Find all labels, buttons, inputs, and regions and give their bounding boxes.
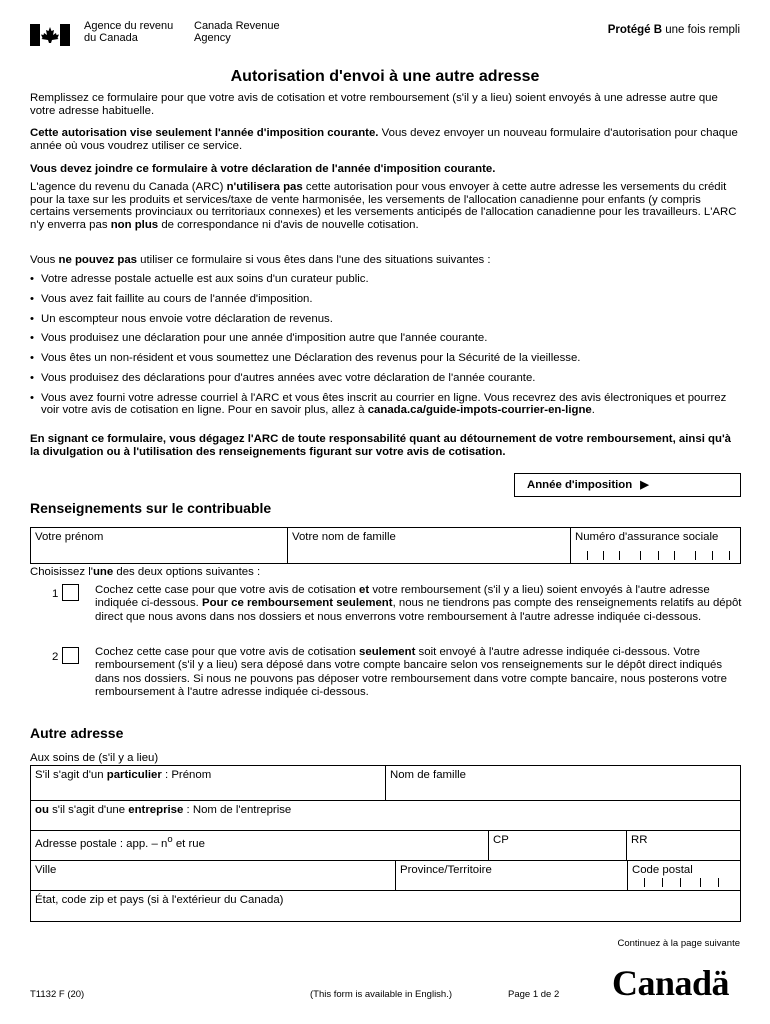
first-name-label: Votre prénom bbox=[35, 531, 104, 543]
postal-label: Code postal bbox=[632, 864, 693, 876]
family-name-field[interactable] bbox=[385, 766, 740, 800]
intro-paragraph-5 bbox=[30, 254, 742, 267]
sin-digit-ticks bbox=[571, 551, 741, 560]
list-item bbox=[30, 392, 742, 417]
option-1-t4: Pour ce remboursement seulement bbox=[202, 597, 393, 610]
individual-first-name-field[interactable] bbox=[31, 766, 385, 800]
option-1-t3: votre remboursement (s'il y a lieu) soient envoyés à l'autre adresse indiquée ci-dessous. bbox=[95, 584, 710, 610]
intro-p4-e: de correspondance ni d'avis de nouvelle cotisation. bbox=[158, 218, 419, 231]
taxpayer-info-row bbox=[30, 527, 741, 564]
po-box-field[interactable] bbox=[488, 831, 626, 860]
city-field[interactable] bbox=[31, 861, 395, 890]
intro-p4-d: non plus bbox=[110, 218, 159, 231]
restriction-list bbox=[30, 273, 742, 424]
option-1-t1: Cochez cette case pour que votre avis de cotisation bbox=[95, 584, 360, 596]
city-label: Ville bbox=[35, 864, 57, 876]
intro-paragraph-2 bbox=[30, 127, 742, 152]
rr-label: RR bbox=[631, 834, 648, 846]
agency-name-en bbox=[194, 20, 304, 44]
option-1-number: 1 bbox=[52, 588, 59, 600]
form-title: Autorisation d'envoi à une autre adresse bbox=[230, 68, 540, 85]
province-field[interactable] bbox=[395, 861, 627, 890]
tax-year-field[interactable] bbox=[514, 473, 741, 497]
street-b: et rue bbox=[172, 837, 205, 850]
agency-en-line2: Agency bbox=[194, 32, 231, 44]
canada-flag-icon bbox=[30, 24, 70, 46]
indiv-a: S'il s'agit d'un bbox=[35, 769, 107, 781]
last-name-label: Votre nom de famille bbox=[292, 531, 396, 543]
care-of-label: Aux soins de (s'il y a lieu) bbox=[30, 752, 159, 764]
list-item: • Votre adresse postale actuelle est aux soins d'un curateur public. bbox=[30, 273, 742, 286]
indiv-c: : Prénom bbox=[161, 769, 212, 781]
arrow-right-icon: ▶ bbox=[640, 479, 649, 491]
last-name-field[interactable] bbox=[287, 528, 570, 563]
street-address-field[interactable] bbox=[31, 831, 488, 860]
indiv-b: particulier bbox=[106, 769, 162, 781]
foreign-label: État, code zip et pays (si à l'extérieur du Canada) bbox=[35, 894, 284, 906]
rural-route-field[interactable] bbox=[626, 831, 740, 860]
sin-field[interactable] bbox=[570, 528, 740, 563]
protected-level: Protégé B bbox=[607, 24, 663, 36]
postal-code-field[interactable] bbox=[627, 861, 740, 890]
option-1-checkbox[interactable] bbox=[62, 584, 79, 601]
continue-note: Continuez à la page suivante bbox=[617, 938, 740, 949]
biz-a: ou bbox=[35, 804, 49, 816]
tax-year-label: Année d'imposition bbox=[527, 479, 633, 491]
protected-suffix: une fois rempli bbox=[662, 24, 740, 36]
option-2-checkbox[interactable] bbox=[62, 647, 79, 664]
choose-c: des deux options suivantes : bbox=[113, 566, 261, 578]
biz-c: entreprise bbox=[128, 804, 184, 816]
intro-paragraph-4 bbox=[30, 181, 742, 231]
english-note: (This form is available in English.) bbox=[310, 989, 453, 1000]
form-id: T1132 F (20) bbox=[30, 989, 85, 1000]
cp-label: CP bbox=[493, 834, 509, 846]
agency-fr-line2: du Canada bbox=[84, 32, 138, 44]
list-item: • Vous êtes un non-résident et vous soumettez une Déclaration des revenus pour la Sécurité de la vieillesse. bbox=[30, 352, 742, 365]
street-sup: o bbox=[167, 834, 173, 845]
foreign-address-field[interactable] bbox=[31, 891, 740, 921]
intro-paragraph-1: Remplissez ce formulaire pour que votre avis de cotisation et votre remboursement (s'il y a lieu) soient envoyés à une adresse autre que votre adresse habituelle. bbox=[30, 92, 718, 117]
intro-p5-c: utiliser ce formulaire si vous êtes dans l'une des situations suivantes : bbox=[137, 254, 491, 266]
intro-p2-rest: Vous devez envoyer un nouveau formulaire d'autorisation pour chaque année où vous voudrez utiliser ce service. bbox=[30, 127, 738, 152]
intro-p4-a: L'agence du revenu du Canada (ARC) bbox=[30, 181, 227, 193]
taxpayer-heading: Renseignements sur le contribuable bbox=[30, 500, 272, 516]
option-2-t1: Cochez cette case pour que votre avis de cotisation bbox=[95, 646, 360, 658]
business-name-field[interactable] bbox=[31, 801, 740, 830]
city-row bbox=[30, 860, 741, 891]
option-1-t5: , nous ne tiendrons pas compte des renseignements relatifs au dépôt direct que nous avons dans nos dossiers et nous enverrons votre remboursement à l'autre adresse indiquée ci-dessous. bbox=[95, 597, 742, 623]
option-2-number: 2 bbox=[52, 651, 59, 663]
option-1-text bbox=[95, 584, 743, 624]
choose-a: Choisissez l' bbox=[30, 566, 93, 578]
intro-p3-bold: Vous devez joindre ce formulaire à votre déclaration de l'année d'imposition courante. bbox=[30, 163, 496, 175]
agency-en-line1: Canada Revenue bbox=[194, 20, 280, 32]
first-name-field[interactable] bbox=[31, 528, 287, 563]
option-2-text bbox=[95, 646, 743, 700]
biz-d: : Nom de l'entreprise bbox=[183, 804, 292, 816]
intro-paragraph-3 bbox=[30, 163, 742, 176]
intro-p4-c: cette autorisation pour vous envoyer à cette autre adresse les versements du crédit pour la taxe sur les produits et services/taxe de vente harmonisée, les versements de l'allocation canadienne pour enfants (y compris certains versements provinciaux ou territoriaux connexes) et les versements anticipés de l'allocation canadienne pour les travailleurs. L'ARC n'y enverra pas bbox=[30, 181, 737, 231]
biz-b: s'il s'agit d'une bbox=[48, 804, 129, 816]
street-row bbox=[30, 830, 741, 861]
province-label: Province/Territoire bbox=[400, 864, 492, 876]
intro-p4-b: n'utilisera pas bbox=[226, 181, 303, 193]
option-1-t2: et bbox=[359, 584, 370, 596]
postal-digit-ticks bbox=[628, 878, 742, 887]
option-2-t3: soit envoyé à l'autre adresse indiquée ci-dessous. Votre remboursement (s'il y a lieu) sera déposé dans votre compte bancaire selon vos renseignements sur le dépôt direct indiqués dans nos dossiers. Si nous ne pouvons pas déposer votre remboursement dans votre compte bancaire, nous posterons votre remboursement à l'autre adresse indiquée ci-dessous. bbox=[95, 646, 727, 699]
choose-instruction bbox=[30, 566, 742, 579]
option-2-t2: seulement bbox=[359, 646, 416, 658]
list-item: • Vous produisez une déclaration pour une année d'imposition autre que l'année courante. bbox=[30, 332, 742, 345]
choose-b: une bbox=[92, 566, 114, 578]
disclaimer: En signant ce formulaire, vous dégagez l'ARC de toute responsabilité quant au détournement de votre remboursement, ainsi qu'à la divulgation ou à l'utilisation des renseignements figurant sur votre avis de cotisation. bbox=[30, 433, 732, 458]
list-item: • Un escompteur nous envoie votre déclaration de revenus. bbox=[30, 313, 742, 326]
page-number: Page 1 de 2 bbox=[508, 989, 560, 1000]
family-name-label: Nom de famille bbox=[390, 769, 466, 781]
street-a: Adresse postale : app. – n bbox=[35, 837, 168, 850]
list-item: • Vous produisez des déclarations pour d'autres années avec votre déclaration de l'année courante. bbox=[30, 372, 742, 385]
bullet-last-end: . bbox=[591, 404, 595, 417]
list-item: • Vous avez fait faillite au cours de l'année d'imposition. bbox=[30, 293, 742, 306]
sin-label: Numéro d'assurance sociale bbox=[575, 531, 719, 543]
business-name-row bbox=[30, 800, 741, 831]
individual-name-row bbox=[30, 765, 741, 801]
intro-p2-bold: Cette autorisation vise seulement l'année d'imposition courante. bbox=[30, 127, 379, 139]
canada-wordmark: Canadä bbox=[612, 963, 730, 1003]
bullet-last-text: Vous avez fourni votre adresse courriel à l'ARC et vous êtes inscrit au courrier en ligne. Vous recevrez des avis électroniques et pourrez voir votre avis de cotisation en ligne. Pour en savoir plus, allez à bbox=[41, 391, 727, 417]
online-mail-link[interactable]: canada.ca/guide-impots-courrier-en-ligne bbox=[367, 404, 592, 417]
foreign-address-row bbox=[30, 890, 741, 922]
agency-fr-line1: Agence du revenu bbox=[84, 20, 174, 32]
agency-name-fr bbox=[84, 20, 184, 44]
intro-p5-a: Vous bbox=[30, 254, 59, 266]
intro-p5-b: ne pouvez pas bbox=[58, 254, 137, 266]
protected-label bbox=[608, 24, 740, 38]
address-heading: Autre adresse bbox=[30, 725, 124, 741]
